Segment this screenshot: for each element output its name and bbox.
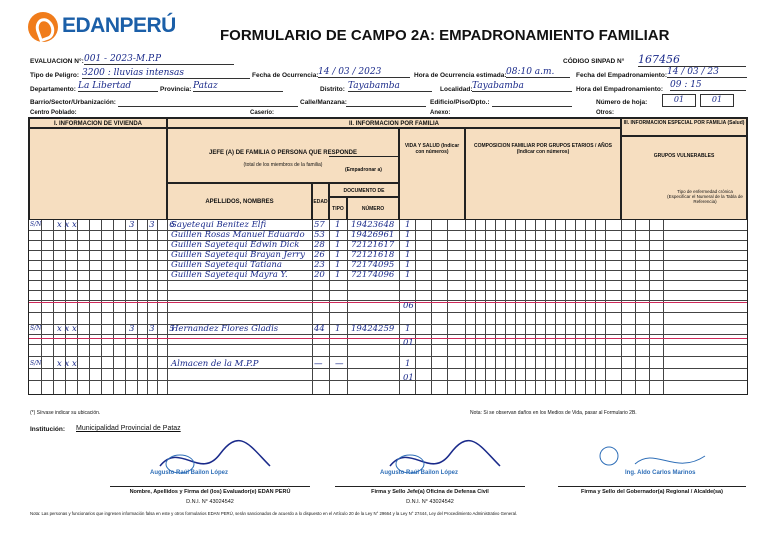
enfermedad-label: Tipo de enfermedad crónica (Especificar el Numeral de la Tabla de Referencia) [667, 189, 743, 204]
edanperu-logo [28, 12, 208, 50]
signature-3-mark [595, 436, 745, 486]
signature-2-mark [370, 436, 520, 486]
note-right: Nota: Si se observan daños en los Medios de Vida, pasar al Formulario 2B. [470, 410, 637, 416]
caserio-label: Caserío: [250, 110, 275, 116]
sinpad-label: CÓDIGO SINPAD N° [563, 58, 625, 65]
fecha-emp-label: Fecha del Empadronamiento: [576, 72, 668, 79]
hoja-label: Número de hoja: [596, 99, 648, 106]
sec3-header: III. INFORMACION ESPECIAL POR FAMILIA (Salud) [621, 118, 747, 136]
row5-name: Guillen Sayetequi Tatiana [171, 260, 282, 270]
fam2-tipo: 1 [335, 324, 341, 334]
form-title: FORMULARIO DE CAMPO 2A: EMPADRONAMIENTO FAMILIAR [220, 27, 670, 44]
sig2-dni: D.N.I. N° 43024542 [406, 499, 454, 505]
doc-header: DOCUMENTO DE [329, 183, 399, 197]
row1-dni: 19423648 [351, 220, 395, 230]
row4-v: 1 [405, 250, 411, 260]
salud-cols [621, 136, 747, 220]
evaluacion-label: EVALUACION N°: [30, 58, 84, 65]
signature-1-mark [140, 436, 290, 486]
row3-name: Guillen Sayetequi Edwin Dick [171, 240, 300, 250]
total1: 06 [403, 301, 414, 311]
signature-2 [370, 436, 520, 486]
apellidos-header: APELLIDOS, NOMBRES [167, 183, 312, 220]
row5-dni: 72174095 [351, 260, 395, 270]
row5-tipo: 1 [335, 260, 341, 270]
row6-v: 1 [405, 270, 411, 280]
composicion-header: COMPOSICION FAMILIAR POR GRUPOS ETARIOS / AÑOS (Indicar con números) [465, 128, 621, 220]
distrito-label: Distrito: [320, 86, 345, 93]
row6-edad: 20 [314, 270, 325, 280]
hoja-total[interactable]: 01 [700, 94, 734, 107]
evaluacion-value[interactable]: 001 - 2023-M.P.P [84, 54, 234, 65]
signature-1-name: Augusto Raúl Bailon López [150, 470, 228, 476]
row2-name: Guillen Rosas Manuel Eduardo [171, 230, 305, 240]
edificio-field[interactable] [492, 106, 572, 107]
fam3-marks: x x x [57, 359, 77, 369]
note-left: (*) Sírvase indicar su ubicación. [30, 410, 101, 416]
fam3-tipo: — [335, 359, 344, 369]
fam2-v: 1 [405, 324, 411, 334]
jefe-sub: (total de los miembros de la familia) [243, 162, 323, 168]
row4-dni: 72121618 [351, 250, 395, 260]
row2-tipo: 1 [335, 230, 341, 240]
row1-v: 1 [405, 220, 411, 230]
fecha-ocurrencia-value[interactable]: 14 / 03 / 2023 [318, 67, 410, 78]
row6-tipo: 1 [335, 270, 341, 280]
grupos-label: GRUPOS VULNERABLES [653, 153, 715, 159]
sig1-label: Nombre, Apellidos y Firma del (los) Evaluador(e) EDAN PERÚ [129, 489, 291, 495]
empadronar-label: (Empadronar a) [329, 156, 399, 183]
signature-2-name: Augusto Raúl Bailon López [380, 470, 458, 476]
vida-header: VIDA Y SALUD (Indicar con números) [399, 128, 465, 220]
peligro-value[interactable]: 3200 : lluvias intensas [82, 68, 250, 79]
signature-3 [595, 436, 745, 486]
institucion-value: Municipalidad Provincial de Pataz [76, 425, 181, 432]
vivienda-cols [29, 128, 167, 220]
calle-label: Calle/Manzana: [300, 99, 347, 106]
row1-nums: 3 3 6 [129, 220, 181, 230]
family-table [28, 117, 748, 395]
fecha-ocurrencia-label: Fecha de Ocurrencia: [252, 72, 319, 79]
fam2-edad: 44 [314, 324, 325, 334]
fam2-marks: x x x [57, 324, 77, 334]
sig1-dni: D.N.I. N° 43024542 [186, 499, 234, 505]
fam3-name: Almacen de la M.P.P [171, 359, 259, 369]
hora-emp-label: Hora del Empadronamiento: [576, 86, 664, 93]
row1-marks: x x x [57, 220, 77, 230]
row4-edad: 26 [314, 250, 325, 260]
fam3-v: 1 [405, 359, 411, 369]
fam2-dni: 19424259 [351, 324, 395, 334]
numero-header: NÚMERO [347, 197, 399, 220]
fam2-lote: S/N [30, 325, 42, 332]
provincia-value[interactable]: Pataz [193, 81, 283, 92]
hoja-value[interactable]: 01 [662, 94, 696, 107]
tipo-header: TIPO [329, 197, 347, 220]
edificio-label: Edificio/Piso/Dpto.: [430, 99, 490, 106]
otros-label: Otros: [596, 110, 614, 116]
calle-field[interactable] [346, 106, 426, 107]
row2-edad: 53 [314, 230, 325, 240]
row3-edad: 28 [314, 240, 325, 250]
hora-ocurrencia-value[interactable]: 08:10 a.m. [506, 67, 570, 78]
provincia-label: Provincia: [160, 86, 192, 93]
row3-dni: 72121617 [351, 240, 395, 250]
legal-footer: Nota: Las personas y funcionarios que ingresen información falsa en este y otros formularios EDAN PERÚ, serán sancionados de acuerdo a lo dispuesto en el Artículo 20 de la Ley N° 29664 y la Ley N° 27444, Ley del Procedimiento Administrativo General. [30, 511, 518, 516]
row1-name: Sayetequi Benitez Elfi [171, 220, 267, 230]
departamento-value[interactable]: La Libertad [78, 81, 158, 92]
row4-tipo: 1 [335, 250, 341, 260]
centro-label: Centro Poblado: [30, 110, 77, 116]
row1-edad: 57 [314, 220, 325, 230]
row3-tipo: 1 [335, 240, 341, 250]
institucion-label: Institución: [30, 426, 66, 433]
barrio-label: Barrio/Sector/Urbanización: [30, 99, 116, 106]
fam3-lote: S/N [30, 360, 42, 367]
hora-emp-value[interactable]: 09 : 15 [670, 80, 746, 91]
sec1-header: I. INFORMACION DE VIVIENDA [29, 118, 167, 128]
sig3-label: Firma y Sello del Gobernador(a) Regional / Alcalde(sa) [581, 489, 723, 495]
signature-3-name: Ing. Aldo Carlos Marinos [625, 470, 696, 476]
row6-name: Guillen Sayetequi Mayra Y. [171, 270, 288, 280]
edad-header: EDAD [312, 183, 329, 220]
peligro-label: Tipo de Peligro: [30, 72, 79, 79]
total3: 01 [403, 373, 414, 383]
localidad-value[interactable]: Tayabamba [472, 81, 572, 92]
jefe-title: JEFE (A) DE FAMILIA O PERSONA QUE RESPONDE [209, 150, 357, 156]
total2: 01 [403, 338, 414, 348]
barrio-field[interactable] [118, 106, 298, 107]
fam2-name: Hernandez Flores Gladis [171, 324, 279, 334]
localidad-label: Localidad: [440, 86, 473, 93]
row5-v: 1 [405, 260, 411, 270]
anexo-label: Anexo: [430, 110, 451, 116]
brand-name: EDANPERÚ [62, 14, 176, 37]
row6-dni: 72174096 [351, 270, 395, 280]
fam3-edad: — [314, 359, 323, 369]
row1-lote: S/N [30, 221, 42, 228]
sinpad-value[interactable]: 167456 [638, 53, 746, 67]
distrito-value[interactable]: Tayabamba [348, 81, 432, 92]
hora-ocurrencia-label: Hora de Ocurrencia estimada: [414, 72, 507, 79]
row5-edad: 23 [314, 260, 325, 270]
row2-v: 1 [405, 230, 411, 240]
row1-tipo: 1 [335, 220, 341, 230]
sec2-header: II. INFORMACION POR FAMILIA [167, 118, 621, 128]
departamento-label: Departamento: [30, 86, 76, 93]
row3-v: 1 [405, 240, 411, 250]
sig2-label: Firma y Sello Jefe(a) Oficina de Defensa Civil [371, 489, 489, 495]
row4-name: Guillen Sayetequi Brayan Jerry [171, 250, 305, 260]
fecha-emp-value[interactable]: 14 / 03 / 23 [667, 67, 747, 78]
signature-1 [140, 436, 290, 486]
fam2-nums: 3 3 5 [129, 324, 181, 334]
map-pin-icon [28, 12, 58, 42]
row2-dni: 19426961 [351, 230, 395, 240]
